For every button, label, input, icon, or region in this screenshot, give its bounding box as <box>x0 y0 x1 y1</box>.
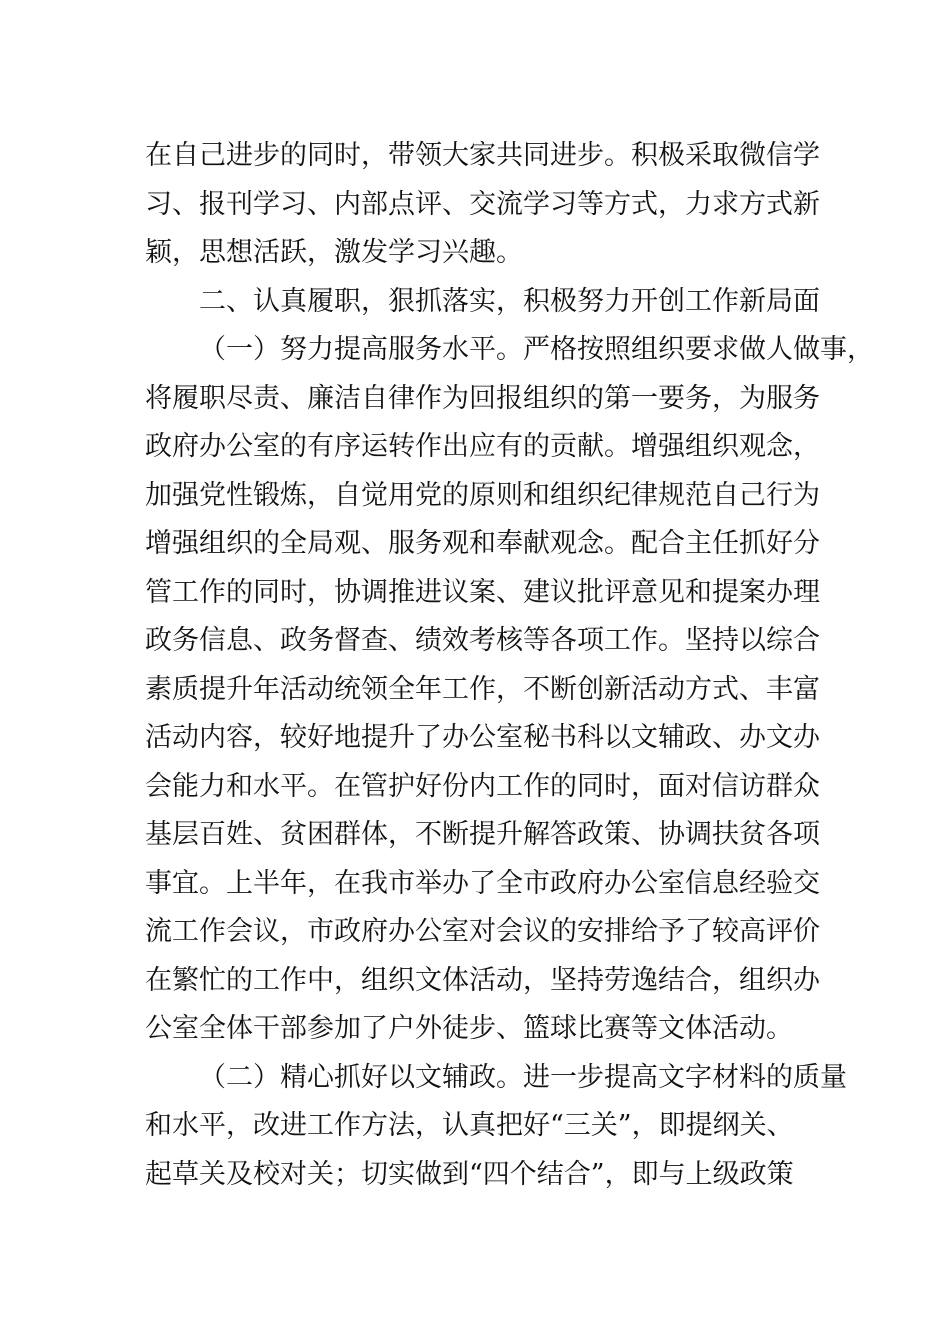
paragraph-line: 在繁忙的工作中，组织文体活动，坚持劳逸结合，组织办 <box>145 964 820 996</box>
paragraph-line: 政府办公室的有序运转作出应有的贡献。增强组织观念， <box>145 431 820 462</box>
paragraph-line: 基层百姓、贫困群体，不断提升解答政策、协调扶贫各项 <box>145 819 820 850</box>
section-heading: 二、认真履职，狠抓落实，积极努力开创工作新局面 <box>199 285 820 317</box>
paragraph-line: 和水平，改进工作方法，认真把好“三关”，即提纲关、 <box>145 1110 794 1141</box>
paragraph-line: 习、报刊学习、内部点评、交流学习等方式，力求方式新 <box>145 188 820 220</box>
paragraph-line: 事宜。上半年，在我市举办了全市政府办公室信息经验交 <box>145 867 820 899</box>
paragraph-line: 增强组织的全局观、服务观和奉献观念。配合主任抓好分 <box>145 528 820 559</box>
paragraph-line: 会能力和水平。在管护好份内工作的同时，面对信访群众 <box>145 770 820 802</box>
paragraph-line: 起草关及校对关；切实做到“四个结合”，即与上级政策 <box>145 1158 794 1190</box>
paragraph-line: 流工作会议，市政府办公室对会议的安排给予了较高评价 <box>145 916 820 947</box>
subsection-start-line: （二）精心抓好以文辅政。进一步提高文字材料的质量 <box>199 1061 847 1093</box>
document-body <box>145 132 874 1199</box>
paragraph-line: 管工作的同时，协调推进议案、建议批评意见和提案办理 <box>145 576 820 608</box>
subsection-start-line: （一）努力提高服务水平。严格按照组织要求做人做事， <box>199 334 874 365</box>
paragraph-line: 政务信息、政务督查、绩效考核等各项工作。坚持以综合 <box>145 625 820 656</box>
paragraph-line: 素质提升年活动统领全年工作，不断创新活动方式、丰富 <box>145 673 820 705</box>
paragraph-line: 公室全体干部参加了户外徒步、篮球比赛等文体活动。 <box>145 1013 793 1044</box>
paragraph-line: 加强党性锻炼，自觉用党的原则和组织纪律规范自己行为 <box>145 479 820 511</box>
paragraph-line: 颖，思想活跃，激发学习兴趣。 <box>145 237 523 268</box>
paragraph-line: 在自己进步的同时，带领大家共同进步。积极采取微信学 <box>145 140 820 171</box>
paragraph-line: 活动内容，较好地提升了办公室秘书科以文辅政、办文办 <box>145 722 820 753</box>
paragraph-line: 将履职尽责、廉洁自律作为回报组织的第一要务，为服务 <box>145 382 820 414</box>
